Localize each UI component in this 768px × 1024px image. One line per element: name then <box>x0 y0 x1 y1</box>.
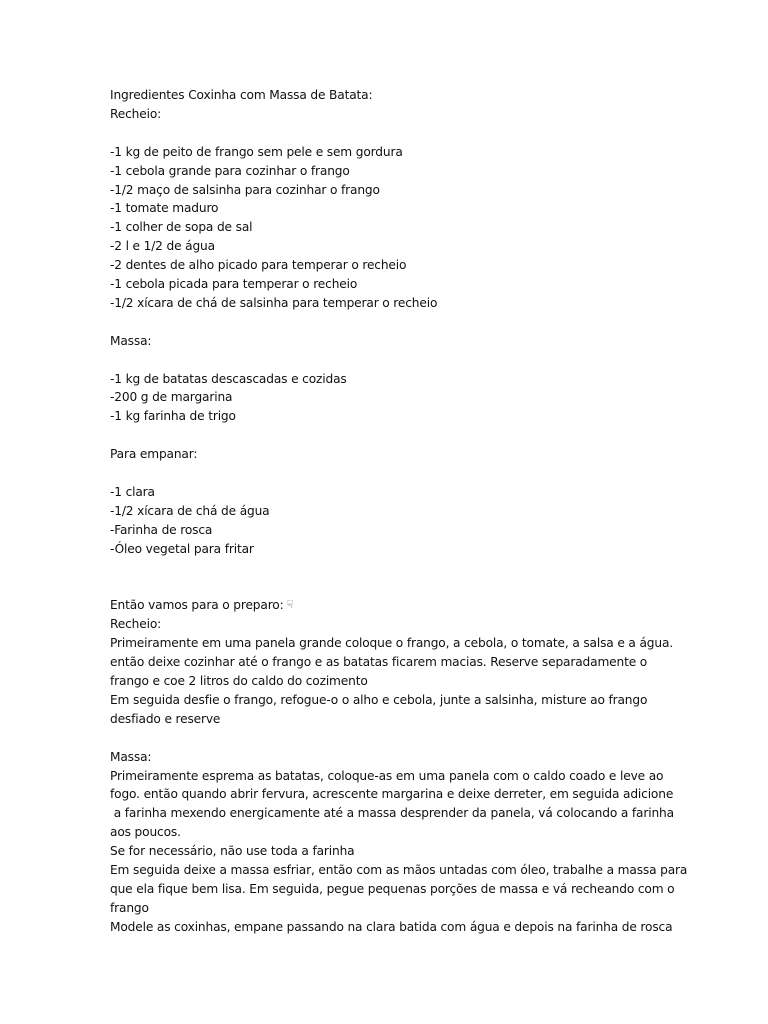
spacer <box>110 729 670 748</box>
paragraph-line: Modele as coxinhas, empane passando na clara batida com água e depois na farinha de rosca <box>110 919 673 934</box>
spacer <box>110 426 670 445</box>
list-item: -200 g de margarina <box>110 390 233 405</box>
breading-heading: Para empanar: <box>110 447 198 462</box>
paragraph-line: Em seguida deixe a massa esfriar, então com as mãos untadas com óleo, trabalhe a massa para <box>110 863 688 878</box>
prep-dough-heading: Massa: <box>110 749 152 764</box>
paragraph-line: Primeiramente em uma panela grande coloque o frango, a cebola, o tomate, a salsa e a água. <box>110 636 673 651</box>
prep-filling-paragraph <box>110 634 673 729</box>
list-item: -1 kg de peito de frango sem pele e sem gordura <box>110 144 403 159</box>
list-item: -1 clara <box>110 484 155 499</box>
ingredients-title: Ingredientes Coxinha com Massa de Batata: <box>110 88 373 102</box>
dough-ingredient-list <box>110 370 670 427</box>
paragraph-line: frango <box>110 900 149 915</box>
dough-heading: Massa: <box>110 333 152 348</box>
list-item: -1 cebola grande para cozinhar o frango <box>110 163 350 178</box>
spacer <box>110 577 670 596</box>
paragraph-line: a farinha mexendo energicamente até a massa desprender da panela, vá colocando a farinha <box>110 806 674 821</box>
list-item: -Farinha de rosca <box>110 522 213 537</box>
list-item: -1 cebola picada para temperar o recheio <box>110 277 358 292</box>
spacer <box>110 464 670 483</box>
prep-dough-paragraph <box>110 767 688 937</box>
paragraph-line: fogo. então quando abrir fervura, acrescente margarina e deixe derreter, em seguida adicione <box>110 787 674 802</box>
preparation-intro-text: Então vamos para o preparo: <box>110 598 284 613</box>
preparation-intro <box>110 596 670 615</box>
spacer <box>110 351 670 370</box>
paragraph-line: Se for necessário, não use toda a farinha <box>110 844 355 859</box>
list-item: -1 colher de sopa de sal <box>110 220 253 235</box>
list-item: -Óleo vegetal para fritar <box>110 541 254 556</box>
list-item: -1 tomate maduro <box>110 201 219 216</box>
paragraph-line: então deixe cozinhar até o frango e as batatas ficarem macias. Reserve separadamente o <box>110 655 648 670</box>
list-item: -1/2 xícara de chá de salsinha para temperar o recheio <box>110 295 438 310</box>
prep-filling-heading: Recheio: <box>110 617 162 632</box>
list-item: -1/2 maço de salsinha para cozinhar o frango <box>110 182 380 197</box>
spacer <box>110 313 670 332</box>
list-item: -1 kg de batatas descascadas e cozidas <box>110 371 347 386</box>
paragraph-line: Primeiramente esprema as batatas, coloque-as em uma panela com o caldo coado e leve ao <box>110 768 664 783</box>
paragraph-line: aos poucos. <box>110 825 181 840</box>
paragraph-line: Em seguida desfie o frango, refogue-o o alho e cebola, junte a salsinha, misture ao frango <box>110 692 648 707</box>
pointing-hand-icon: ☟ <box>286 598 294 612</box>
list-item: -2 dentes de alho picado para temperar o recheio <box>110 258 407 273</box>
paragraph-line: desfiado e reserve <box>110 711 221 726</box>
filling-heading: Recheio: <box>110 106 162 121</box>
list-item: -1 kg farinha de trigo <box>110 409 236 424</box>
breading-ingredient-list <box>110 483 670 559</box>
spacer <box>110 559 670 578</box>
list-item: -1/2 xícara de chá de água <box>110 503 270 518</box>
document-page <box>110 86 688 937</box>
spacer <box>110 124 670 143</box>
paragraph-line: frango e coe 2 litros do caldo do cozimento <box>110 673 368 688</box>
paragraph-line: que ela fique bem lisa. Em seguida, pegue pequenas porções de massa e vá recheando com o <box>110 881 675 896</box>
filling-ingredient-list <box>110 143 670 313</box>
list-item: -2 l e 1/2 de água <box>110 239 215 254</box>
